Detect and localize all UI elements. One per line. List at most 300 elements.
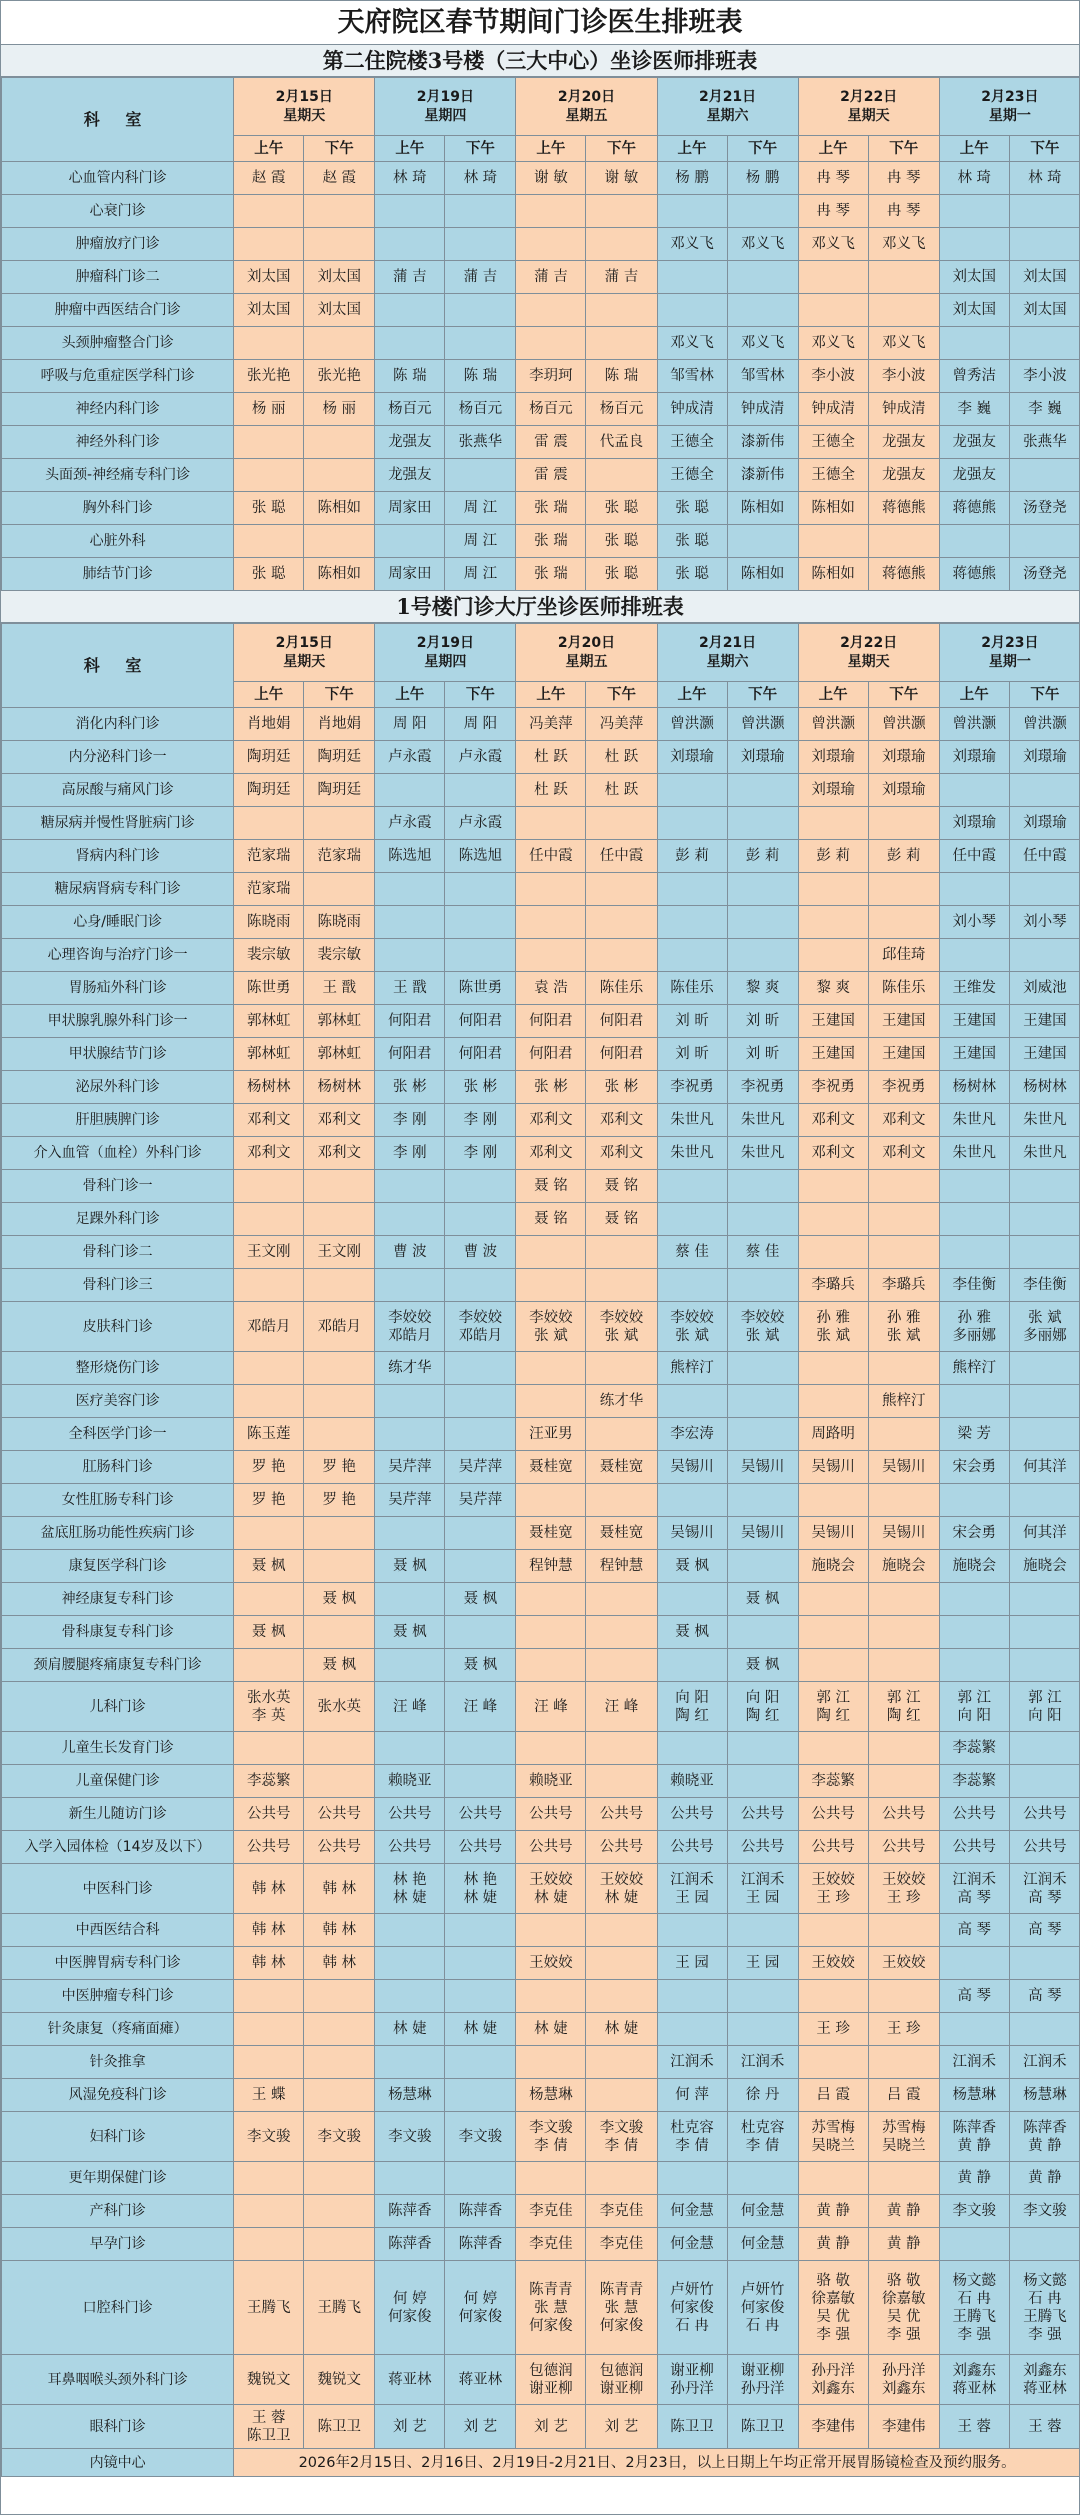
doctor-cell: 李文骏 bbox=[445, 2112, 516, 2162]
doctor-cell bbox=[657, 294, 727, 327]
doctor-cell: 吴锡川 bbox=[727, 1451, 798, 1484]
table-row bbox=[2, 492, 1080, 525]
doctor-cell: 杜 跃 bbox=[516, 741, 586, 774]
doctor-cell bbox=[516, 294, 586, 327]
dept-name: 整形烧伤门诊 bbox=[2, 1352, 234, 1385]
doctor-cell: 钟成清 bbox=[657, 393, 727, 426]
doctor-cell: 王 蓉 bbox=[939, 2405, 1009, 2449]
doctor-cell: 周家田 bbox=[375, 558, 445, 591]
doctor-cell: 聂 枫 bbox=[234, 1616, 304, 1649]
doctor-cell: 吴芹萍 bbox=[375, 1451, 445, 1484]
doctor-cell bbox=[304, 228, 375, 261]
doctor-cell: 蒋亚林 bbox=[445, 2355, 516, 2405]
doctor-cell: 谢 敏 bbox=[586, 162, 657, 195]
doctor-cell bbox=[234, 1352, 304, 1385]
doctor-cell: 李姣姣 张 斌 bbox=[657, 1302, 727, 1352]
doctor-cell: 冯美萍 bbox=[516, 708, 586, 741]
table-row bbox=[2, 1269, 1080, 1302]
doctor-cell: 韩 林 bbox=[234, 1914, 304, 1947]
date-header bbox=[516, 624, 657, 682]
doctor-cell bbox=[375, 1517, 445, 1550]
am-header: 上午 bbox=[234, 682, 304, 708]
doctor-cell bbox=[939, 1385, 1009, 1418]
doctor-cell bbox=[445, 939, 516, 972]
doctor-cell: 刘太国 bbox=[939, 294, 1009, 327]
doctor-cell: 刘璟瑜 bbox=[868, 741, 939, 774]
doctor-cell: 韩 林 bbox=[304, 1864, 375, 1914]
doctor-cell: 公共号 bbox=[727, 1831, 798, 1864]
doctor-cell: 任中霞 bbox=[1009, 840, 1080, 873]
doctor-cell bbox=[304, 2162, 375, 2195]
doctor-cell: 刘璟瑜 bbox=[939, 741, 1009, 774]
doctor-cell bbox=[657, 1583, 727, 1616]
table-row bbox=[2, 1038, 1080, 1071]
doctor-cell bbox=[1009, 459, 1080, 492]
table-row bbox=[2, 1732, 1080, 1765]
table-row bbox=[2, 2112, 1080, 2162]
doctor-cell bbox=[657, 2013, 727, 2046]
doctor-cell: 王 戬 bbox=[304, 972, 375, 1005]
doctor-cell: 黄 静 bbox=[1009, 2162, 1080, 2195]
table-row bbox=[2, 1864, 1080, 1914]
doctor-cell bbox=[304, 1170, 375, 1203]
table-row bbox=[2, 741, 1080, 774]
doctor-cell bbox=[1009, 1616, 1080, 1649]
doctor-cell: 刘小琴 bbox=[939, 906, 1009, 939]
doctor-cell bbox=[586, 1980, 657, 2013]
doctor-cell: 邓利文 bbox=[234, 1137, 304, 1170]
doctor-cell bbox=[939, 327, 1009, 360]
doctor-cell bbox=[798, 1980, 868, 2013]
am-header: 上午 bbox=[375, 136, 445, 162]
doctor-cell: 梁 芳 bbox=[939, 1418, 1009, 1451]
dept-name: 头面颈-神经痛专科门诊 bbox=[2, 459, 234, 492]
doctor-cell: 邓利文 bbox=[586, 1104, 657, 1137]
doctor-cell: 韩 林 bbox=[234, 1947, 304, 1980]
pm-header: 下午 bbox=[586, 136, 657, 162]
doctor-cell bbox=[657, 1732, 727, 1765]
doctor-cell bbox=[586, 1765, 657, 1798]
am-header: 上午 bbox=[798, 136, 868, 162]
doctor-cell: 张 聪 bbox=[657, 558, 727, 591]
footer-row bbox=[2, 2449, 1080, 2477]
doctor-cell bbox=[1009, 939, 1080, 972]
doctor-cell: 周家田 bbox=[375, 492, 445, 525]
doctor-cell: 何 萍 bbox=[657, 2079, 727, 2112]
doctor-cell bbox=[586, 1947, 657, 1980]
dept-name: 骨科门诊一 bbox=[2, 1170, 234, 1203]
doctor-cell: 肖地娟 bbox=[304, 708, 375, 741]
doctor-cell: 练才华 bbox=[586, 1385, 657, 1418]
doctor-cell: 王建国 bbox=[1009, 1005, 1080, 1038]
table-row bbox=[2, 1352, 1080, 1385]
doctor-cell bbox=[375, 1583, 445, 1616]
doctor-cell: 高 琴 bbox=[1009, 1914, 1080, 1947]
doctor-cell: 王德全 bbox=[798, 426, 868, 459]
doctor-cell bbox=[516, 2046, 586, 2079]
doctor-cell: 吴锡川 bbox=[727, 1517, 798, 1550]
doctor-cell: 杨文懿 石 冉 王腾飞 李 强 bbox=[939, 2261, 1009, 2355]
doctor-cell: 张 聪 bbox=[586, 558, 657, 591]
doctor-cell: 何 婷 何家俊 bbox=[375, 2261, 445, 2355]
doctor-cell bbox=[868, 1418, 939, 1451]
table-row bbox=[2, 2013, 1080, 2046]
doctor-cell: 郭 江 陶 红 bbox=[798, 1682, 868, 1732]
doctor-cell: 王建国 bbox=[868, 1005, 939, 1038]
doctor-cell: 王腾飞 bbox=[304, 2261, 375, 2355]
doctor-cell: 吴芹萍 bbox=[445, 1484, 516, 1517]
doctor-cell: 王建国 bbox=[868, 1038, 939, 1071]
doctor-cell: 赖晓亚 bbox=[657, 1765, 727, 1798]
doctor-cell bbox=[445, 1947, 516, 1980]
dept-header: 科 室 bbox=[2, 624, 234, 708]
doctor-cell: 卢永霞 bbox=[445, 807, 516, 840]
pm-header: 下午 bbox=[1009, 136, 1080, 162]
table-row bbox=[2, 360, 1080, 393]
doctor-cell bbox=[798, 1170, 868, 1203]
table-row bbox=[2, 774, 1080, 807]
doctor-cell bbox=[798, 261, 868, 294]
doctor-cell: 刘鑫东 蒋亚林 bbox=[1009, 2355, 1080, 2405]
doctor-cell: 朱世凡 bbox=[727, 1137, 798, 1170]
doctor-cell: 王 珍 bbox=[798, 2013, 868, 2046]
doctor-cell: 陈相如 bbox=[304, 492, 375, 525]
doctor-cell: 陈萍香 黄 静 bbox=[1009, 2112, 1080, 2162]
dept-name: 心理咨询与治疗门诊一 bbox=[2, 939, 234, 972]
doctor-cell: 蒋德熊 bbox=[939, 558, 1009, 591]
doctor-cell: 邓利文 bbox=[304, 1137, 375, 1170]
doctor-cell: 张燕华 bbox=[445, 426, 516, 459]
doctor-cell bbox=[375, 2046, 445, 2079]
doctor-cell bbox=[657, 1484, 727, 1517]
dept-name: 早孕门诊 bbox=[2, 2228, 234, 2261]
doctor-cell bbox=[516, 228, 586, 261]
date-header bbox=[234, 624, 375, 682]
doctor-cell: 雷 震 bbox=[516, 459, 586, 492]
doctor-cell bbox=[798, 2046, 868, 2079]
doctor-cell bbox=[304, 195, 375, 228]
doctor-cell bbox=[586, 294, 657, 327]
dept-name: 糖尿病肾病专科门诊 bbox=[2, 873, 234, 906]
doctor-cell bbox=[868, 1914, 939, 1947]
am-header: 上午 bbox=[657, 682, 727, 708]
doctor-cell bbox=[868, 1484, 939, 1517]
doctor-cell: 陈相如 bbox=[798, 558, 868, 591]
table-row bbox=[2, 939, 1080, 972]
doctor-cell bbox=[234, 1385, 304, 1418]
doctor-cell bbox=[1009, 1583, 1080, 1616]
weekday-label: 星期五 bbox=[565, 653, 608, 670]
doctor-cell: 包德润 谢亚柳 bbox=[586, 2355, 657, 2405]
doctor-cell bbox=[657, 1170, 727, 1203]
weekday-label: 星期五 bbox=[565, 107, 608, 124]
doctor-cell bbox=[1009, 873, 1080, 906]
doctor-cell bbox=[939, 1203, 1009, 1236]
am-header: 上午 bbox=[939, 136, 1009, 162]
table-row bbox=[2, 2228, 1080, 2261]
doctor-cell: 江润禾 王 园 bbox=[657, 1864, 727, 1914]
doctor-cell bbox=[1009, 1418, 1080, 1451]
doctor-cell bbox=[657, 873, 727, 906]
doctor-cell bbox=[1009, 1484, 1080, 1517]
doctor-cell: 汤登尧 bbox=[1009, 492, 1080, 525]
doctor-cell bbox=[304, 2013, 375, 2046]
doctor-cell: 蒲 吉 bbox=[516, 261, 586, 294]
doctor-cell bbox=[304, 1203, 375, 1236]
doctor-cell bbox=[375, 525, 445, 558]
doctor-cell bbox=[234, 1203, 304, 1236]
doctor-cell bbox=[375, 774, 445, 807]
doctor-cell bbox=[304, 1732, 375, 1765]
doctor-cell: 杨百元 bbox=[375, 393, 445, 426]
dept-name: 心血管内科门诊 bbox=[2, 162, 234, 195]
am-header: 上午 bbox=[234, 136, 304, 162]
doctor-cell: 聂 枫 bbox=[304, 1583, 375, 1616]
dept-name: 针灸康复（疼痛面瘫） bbox=[2, 2013, 234, 2046]
doctor-cell bbox=[445, 2162, 516, 2195]
doctor-cell: 李璐兵 bbox=[868, 1269, 939, 1302]
table-row bbox=[2, 2162, 1080, 2195]
dept-name: 高尿酸与痛风门诊 bbox=[2, 774, 234, 807]
doctor-cell bbox=[727, 774, 798, 807]
doctor-cell: 汤登尧 bbox=[1009, 558, 1080, 591]
doctor-cell: 何其洋 bbox=[1009, 1517, 1080, 1550]
doctor-cell: 赵 霞 bbox=[234, 162, 304, 195]
doctor-cell: 卢妍竹 何家俊 石 冉 bbox=[657, 2261, 727, 2355]
doctor-cell bbox=[657, 1649, 727, 1682]
doctor-cell: 汪 峰 bbox=[375, 1682, 445, 1732]
doctor-cell bbox=[939, 525, 1009, 558]
doctor-cell: 汪 峰 bbox=[445, 1682, 516, 1732]
doctor-cell bbox=[939, 195, 1009, 228]
doctor-cell: 李文骏 bbox=[1009, 2195, 1080, 2228]
doctor-cell bbox=[727, 1170, 798, 1203]
doctor-cell bbox=[868, 1203, 939, 1236]
table-row bbox=[2, 261, 1080, 294]
dept-name: 消化内科门诊 bbox=[2, 708, 234, 741]
doctor-cell: 林 婕 bbox=[586, 2013, 657, 2046]
doctor-cell: 郭林虹 bbox=[304, 1005, 375, 1038]
doctor-cell bbox=[1009, 525, 1080, 558]
doctor-cell bbox=[727, 294, 798, 327]
table-row bbox=[2, 1451, 1080, 1484]
doctor-cell: 熊梓汀 bbox=[939, 1352, 1009, 1385]
doctor-cell bbox=[516, 1484, 586, 1517]
doctor-cell: 江润禾 王 园 bbox=[727, 1864, 798, 1914]
doctor-cell bbox=[939, 2013, 1009, 2046]
doctor-cell: 陈玉莲 bbox=[234, 1418, 304, 1451]
doctor-cell bbox=[586, 459, 657, 492]
doctor-cell: 邓义飞 bbox=[868, 327, 939, 360]
doctor-cell: 龙强友 bbox=[375, 426, 445, 459]
doctor-cell bbox=[798, 1352, 868, 1385]
doctor-cell bbox=[516, 906, 586, 939]
doctor-cell: 陈卫卫 bbox=[657, 2405, 727, 2449]
doctor-cell: 龙强友 bbox=[939, 426, 1009, 459]
table-row bbox=[2, 558, 1080, 591]
doctor-cell: 龙强友 bbox=[868, 459, 939, 492]
doctor-cell bbox=[939, 939, 1009, 972]
date-header bbox=[516, 78, 657, 136]
doctor-cell bbox=[516, 807, 586, 840]
doctor-cell: 李 刚 bbox=[375, 1137, 445, 1170]
doctor-cell: 裴宗敏 bbox=[234, 939, 304, 972]
doctor-cell: 邱佳琦 bbox=[868, 939, 939, 972]
doctor-cell: 朱世凡 bbox=[657, 1137, 727, 1170]
doctor-cell bbox=[304, 327, 375, 360]
doctor-cell: 漆新伟 bbox=[727, 459, 798, 492]
doctor-cell: 张 彬 bbox=[586, 1071, 657, 1104]
dept-name: 心衰门诊 bbox=[2, 195, 234, 228]
doctor-cell: 李蕊繁 bbox=[798, 1765, 868, 1798]
doctor-cell bbox=[375, 294, 445, 327]
doctor-cell: 何其洋 bbox=[1009, 1451, 1080, 1484]
date-header bbox=[798, 624, 939, 682]
dept-name: 颈肩腰腿疼痛康复专科门诊 bbox=[2, 1649, 234, 1682]
doctor-cell bbox=[727, 525, 798, 558]
doctor-cell bbox=[375, 1914, 445, 1947]
doctor-cell: 聂 枫 bbox=[304, 1649, 375, 1682]
doctor-cell: 李 刚 bbox=[445, 1104, 516, 1137]
doctor-cell: 施晓会 bbox=[1009, 1550, 1080, 1583]
doctor-cell bbox=[375, 1269, 445, 1302]
doctor-cell: 张光艳 bbox=[304, 360, 375, 393]
doctor-cell: 王文刚 bbox=[304, 1236, 375, 1269]
doctor-cell: 曾洪灏 bbox=[727, 708, 798, 741]
doctor-cell: 聂 铭 bbox=[516, 1170, 586, 1203]
doctor-cell: 蒋德熊 bbox=[868, 558, 939, 591]
doctor-cell: 吴芹萍 bbox=[445, 1451, 516, 1484]
dept-name: 中医科门诊 bbox=[2, 1864, 234, 1914]
doctor-cell: 李祝勇 bbox=[727, 1071, 798, 1104]
doctor-cell: 公共号 bbox=[304, 1831, 375, 1864]
doctor-cell bbox=[868, 1583, 939, 1616]
doctor-cell: 杨树林 bbox=[939, 1071, 1009, 1104]
doctor-cell: 邓皓月 bbox=[304, 1302, 375, 1352]
doctor-cell: 龙强友 bbox=[868, 426, 939, 459]
table-row bbox=[2, 1649, 1080, 1682]
doctor-cell bbox=[868, 2046, 939, 2079]
doctor-cell: 杨 鹏 bbox=[657, 162, 727, 195]
date-label: 2月20日 bbox=[557, 88, 616, 105]
doctor-cell: 刘小琴 bbox=[1009, 906, 1080, 939]
doctor-cell: 曾洪灏 bbox=[1009, 708, 1080, 741]
doctor-cell: 聂 枫 bbox=[727, 1583, 798, 1616]
doctor-cell bbox=[586, 807, 657, 840]
dept-name: 肛肠科门诊 bbox=[2, 1451, 234, 1484]
doctor-cell: 朱世凡 bbox=[1009, 1104, 1080, 1137]
doctor-cell: 宋会勇 bbox=[939, 1517, 1009, 1550]
doctor-cell: 高 琴 bbox=[939, 1980, 1009, 2013]
doctor-cell: 江润禾 bbox=[1009, 2046, 1080, 2079]
doctor-cell bbox=[1009, 1649, 1080, 1682]
doctor-cell: 孙 雅 张 斌 bbox=[798, 1302, 868, 1352]
doctor-cell bbox=[586, 1418, 657, 1451]
doctor-cell: 公共号 bbox=[798, 1798, 868, 1831]
doctor-cell bbox=[234, 2013, 304, 2046]
doctor-cell: 任中霞 bbox=[939, 840, 1009, 873]
date-header bbox=[375, 624, 516, 682]
doctor-cell: 陈选旭 bbox=[445, 840, 516, 873]
doctor-cell bbox=[445, 195, 516, 228]
doctor-cell bbox=[304, 1352, 375, 1385]
doctor-cell: 聂桂宽 bbox=[516, 1517, 586, 1550]
doctor-cell bbox=[868, 525, 939, 558]
doctor-cell: 杨百元 bbox=[516, 393, 586, 426]
doctor-cell bbox=[657, 261, 727, 294]
doctor-cell bbox=[516, 1269, 586, 1302]
doctor-cell: 张 彬 bbox=[375, 1071, 445, 1104]
doctor-cell: 郭林虹 bbox=[234, 1005, 304, 1038]
doctor-cell: 公共号 bbox=[939, 1798, 1009, 1831]
schedule-table bbox=[1, 623, 1080, 2477]
doctor-cell: 王文刚 bbox=[234, 1236, 304, 1269]
doctor-cell: 李姣姣 张 斌 bbox=[727, 1302, 798, 1352]
doctor-cell: 聂 枫 bbox=[234, 1550, 304, 1583]
doctor-cell bbox=[868, 906, 939, 939]
doctor-cell: 邓利文 bbox=[868, 1137, 939, 1170]
doctor-cell bbox=[798, 1385, 868, 1418]
doctor-cell: 聂桂宽 bbox=[586, 1451, 657, 1484]
doctor-cell: 肖地娟 bbox=[234, 708, 304, 741]
dept-name: 肿瘤科门诊二 bbox=[2, 261, 234, 294]
doctor-cell bbox=[445, 1203, 516, 1236]
doctor-cell: 苏雪梅 吴晓兰 bbox=[798, 2112, 868, 2162]
doctor-cell: 邓义飞 bbox=[868, 228, 939, 261]
weekday-label: 星期四 bbox=[424, 107, 467, 124]
doctor-cell: 刘 昕 bbox=[727, 1005, 798, 1038]
doctor-cell: 聂 枫 bbox=[657, 1616, 727, 1649]
doctor-cell: 公共号 bbox=[375, 1831, 445, 1864]
pm-header: 下午 bbox=[445, 682, 516, 708]
dept-name: 糖尿病并慢性肾脏病门诊 bbox=[2, 807, 234, 840]
doctor-cell: 公共号 bbox=[1009, 1831, 1080, 1864]
table-row bbox=[2, 906, 1080, 939]
doctor-cell: 陈相如 bbox=[727, 558, 798, 591]
doctor-cell: 李蕊繁 bbox=[939, 1765, 1009, 1798]
doctor-cell: 陈萍香 bbox=[375, 2195, 445, 2228]
date-label: 2月21日 bbox=[698, 634, 757, 651]
doctor-cell: 聂 铭 bbox=[586, 1170, 657, 1203]
pm-header: 下午 bbox=[727, 682, 798, 708]
am-header: 上午 bbox=[375, 682, 445, 708]
doctor-cell bbox=[586, 2046, 657, 2079]
dept-name: 皮肤科门诊 bbox=[2, 1302, 234, 1352]
doctor-cell: 刘 昕 bbox=[727, 1038, 798, 1071]
doctor-cell: 施晓会 bbox=[868, 1550, 939, 1583]
doctor-cell: 魏锐文 bbox=[304, 2355, 375, 2405]
section-title: 第二住院楼3号楼（三大中心）坐诊医师排班表 bbox=[1, 45, 1079, 77]
doctor-cell: 冯美萍 bbox=[586, 708, 657, 741]
date-label: 2月22日 bbox=[840, 634, 898, 651]
doctor-cell bbox=[445, 1269, 516, 1302]
doctor-cell: 林 琦 bbox=[445, 162, 516, 195]
doctor-cell: 林 婕 bbox=[445, 2013, 516, 2046]
doctor-cell: 曾洪灏 bbox=[798, 708, 868, 741]
dept-name: 针灸推拿 bbox=[2, 2046, 234, 2079]
doctor-cell: 孙 雅 多丽娜 bbox=[939, 1302, 1009, 1352]
doctor-cell: 王建国 bbox=[939, 1005, 1009, 1038]
doctor-cell bbox=[868, 1980, 939, 2013]
doctor-cell bbox=[1009, 195, 1080, 228]
doctor-cell bbox=[868, 807, 939, 840]
doctor-cell: 邓利文 bbox=[516, 1104, 586, 1137]
doctor-cell: 李文骏 李 倩 bbox=[516, 2112, 586, 2162]
doctor-cell: 公共号 bbox=[586, 1798, 657, 1831]
doctor-cell: 张 聪 bbox=[657, 492, 727, 525]
doctor-cell bbox=[1009, 228, 1080, 261]
doctor-cell bbox=[727, 939, 798, 972]
